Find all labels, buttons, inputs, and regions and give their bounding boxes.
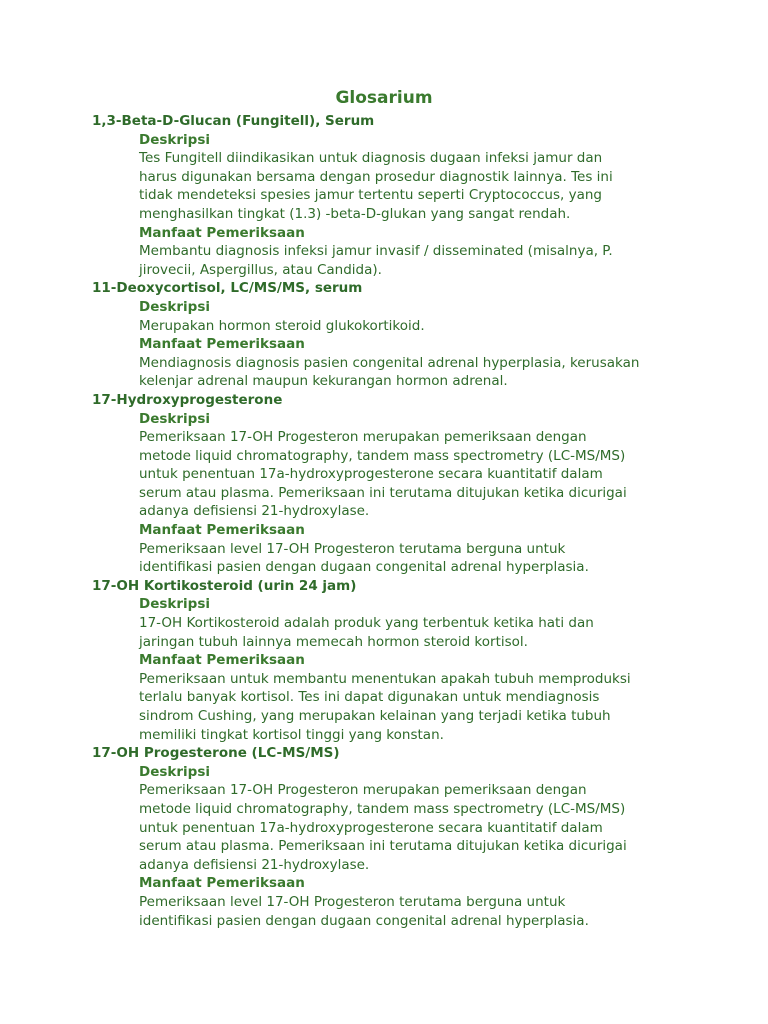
paragraph-line: metode liquid chromatography, tandem mass spectrometry (LC-MS/MS) (139, 800, 626, 817)
section-paragraph (139, 428, 692, 521)
section-heading: Manfaat Pemeriksaan (139, 652, 305, 669)
paragraph-line: memiliki tingkat kortisol tinggi yang konstan. (139, 726, 444, 743)
paragraph-line: Merupakan hormon steroid glukokortikoid. (139, 317, 425, 334)
paragraph-line: metode liquid chromatography, tandem mass spectrometry (LC-MS/MS) (139, 447, 626, 464)
paragraph-line: jaringan tubuh lainnya memecah hormon steroid kortisol. (139, 633, 528, 650)
section-paragraph (139, 242, 692, 279)
paragraph-line: 17-OH Kortikosteroid adalah produk yang terbentuk ketika hati dan (139, 615, 594, 632)
paragraph-line: harus digunakan bersama dengan prosedur diagnostik lainnya. Tes ini (139, 168, 613, 185)
section-paragraph (139, 317, 692, 336)
section-heading: Deskripsi (139, 298, 210, 315)
glossary-entry (92, 391, 692, 577)
paragraph-line: Mendiagnosis diagnosis pasien congenital adrenal hyperplasia, kerusakan (139, 354, 640, 371)
glossary-entry (92, 279, 692, 391)
section-paragraph (139, 781, 692, 874)
section-heading: Manfaat Pemeriksaan (139, 522, 305, 539)
paragraph-line: serum atau plasma. Pemeriksaan ini terutama ditujukan ketika dicurigai (139, 838, 627, 855)
paragraph-line: Pemeriksaan 17-OH Progesteron merupakan pemeriksaan dengan (139, 782, 587, 799)
section-heading: Manfaat Pemeriksaan (139, 336, 305, 353)
paragraph-line: menghasilkan tingkat (1.3) -beta-D-glukan yang sangat rendah. (139, 205, 571, 222)
section-heading: Deskripsi (139, 131, 210, 148)
section-paragraph (139, 354, 692, 391)
glossary-entry (92, 112, 692, 279)
entry-title: 17-Hydroxyprogesterone (92, 391, 283, 408)
paragraph-line: tidak mendeteksi spesies jamur tertentu seperti Cryptococcus, yang (139, 187, 602, 204)
glossary-entry (92, 577, 692, 744)
section-heading: Deskripsi (139, 763, 210, 780)
entry-title: 17-OH Kortikosteroid (urin 24 jam) (92, 577, 357, 594)
entry-title: 1,3-Beta-D-Glucan (Fungitell), Serum (92, 113, 375, 129)
section-paragraph (139, 893, 692, 930)
paragraph-line: identifikasi pasien dengan dugaan congenital adrenal hyperplasia. (139, 559, 589, 576)
glossary-entry (92, 744, 692, 930)
paragraph-line: Pemeriksaan 17-OH Progesteron merupakan pemeriksaan dengan (139, 429, 587, 446)
entry-title: 17-OH Progesterone (LC-MS/MS) (92, 745, 340, 762)
paragraph-line: Pemeriksaan untuk membantu menentukan apakah tubuh memproduksi (139, 670, 631, 687)
page-title-text: Glosarium (335, 88, 433, 108)
paragraph-line: untuk penentuan 17a-hydroxyprogesterone secara kuantitatif dalam (139, 819, 603, 836)
paragraph-line: untuk penentuan 17a-hydroxyprogesterone secara kuantitatif dalam (139, 466, 603, 483)
section-paragraph (139, 670, 692, 744)
paragraph-line: identifikasi pasien dengan dugaan congenital adrenal hyperplasia. (139, 912, 589, 929)
section-heading: Manfaat Pemeriksaan (139, 875, 305, 892)
page-title (0, 88, 768, 108)
section-paragraph (139, 540, 692, 577)
section-heading: Manfaat Pemeriksaan (139, 224, 305, 241)
paragraph-line: Pemeriksaan level 17-OH Progesteron terutama berguna untuk (139, 893, 566, 910)
section-paragraph (139, 614, 692, 651)
section-heading: Deskripsi (139, 410, 210, 427)
entry-title: 11-Deoxycortisol, LC/MS/MS, serum (92, 280, 363, 297)
paragraph-line: terlalu banyak kortisol. Tes ini dapat digunakan untuk mendiagnosis (139, 689, 600, 706)
glossary-content (92, 112, 692, 930)
paragraph-line: kelenjar adrenal maupun kekurangan hormon adrenal. (139, 373, 508, 390)
paragraph-line: Membantu diagnosis infeksi jamur invasif / disseminated (misalnya, P. (139, 243, 613, 260)
section-paragraph (139, 149, 692, 223)
paragraph-line: Pemeriksaan level 17-OH Progesteron terutama berguna untuk (139, 540, 566, 557)
paragraph-line: sindrom Cushing, yang merupakan kelainan yang terjadi ketika tubuh (139, 708, 611, 724)
paragraph-line: Tes Fungitell diindikasikan untuk diagnosis dugaan infeksi jamur dan (139, 150, 603, 167)
paragraph-line: adanya defisiensi 21-hydroxylase. (139, 856, 370, 873)
section-heading: Deskripsi (139, 596, 210, 613)
paragraph-line: serum atau plasma. Pemeriksaan ini terutama ditujukan ketika dicurigai (139, 484, 627, 501)
paragraph-line: adanya defisiensi 21-hydroxylase. (139, 503, 370, 520)
paragraph-line: jirovecii, Aspergillus, atau Candida). (139, 261, 382, 278)
